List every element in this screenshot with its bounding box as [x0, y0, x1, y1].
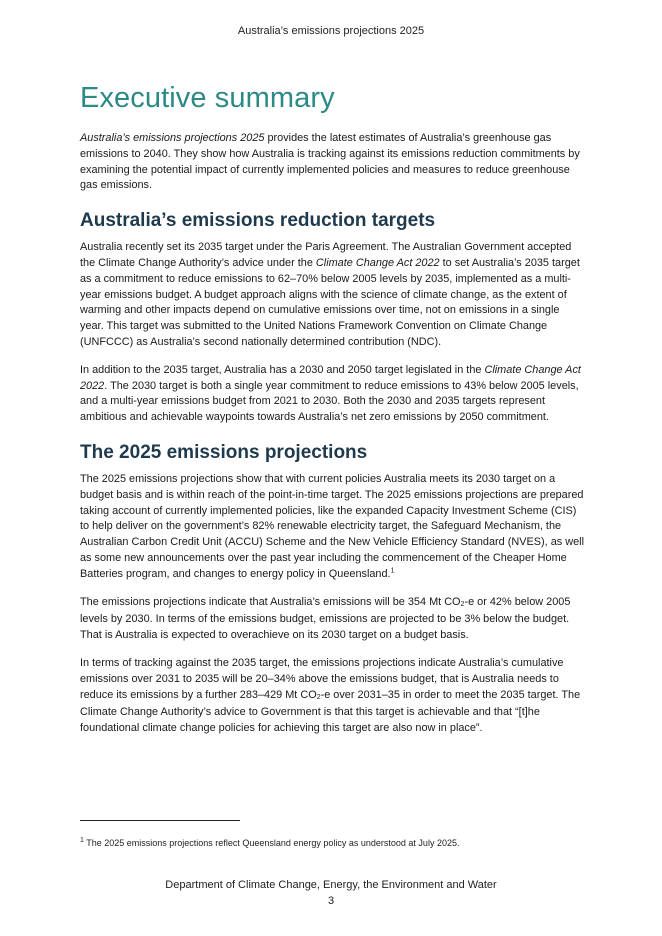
footnote-number: 1	[80, 837, 84, 844]
projections-p2-text-b: -e or 42% below 2005 levels by 2030. In terms of the emissions budget, emissions are projected to be 3% below the budget. That is Australia is expected to overachieve on its 2030 target on a budget basis.	[80, 595, 571, 642]
section-heading-projections: The 2025 emissions projections	[80, 441, 368, 463]
section-projections	[80, 442, 584, 737]
intro-italic-lead: Australia’s emissions projections 2025	[80, 132, 265, 144]
projections-paragraph-2	[80, 595, 584, 644]
footnote-text: The 2025 emissions projections reflect Queensland energy policy as understood at July 2025.	[83, 838, 460, 848]
projections-p3-text-b: -e over 2031–35 in order to meet the 2035 target. The Climate Change Authority’s advice to Government is that this target is achievable and that “[t]he foundational climate change policies for achieving this target are also now in place”.	[80, 688, 581, 735]
page-title: Executive summary	[80, 82, 335, 114]
footnote-ref[interactable]: 1	[390, 567, 395, 575]
main-content	[80, 82, 584, 749]
section-targets	[80, 210, 584, 426]
projections-p2-text-a: The emissions projections indicate that Australia’s emissions will be 354 Mt CO	[80, 595, 461, 608]
page-number: 3	[327, 895, 335, 907]
footnote	[80, 838, 584, 848]
climate-change-act-ref: Climate Change Act 2022	[315, 256, 440, 269]
projections-paragraph-3	[80, 656, 584, 737]
co2-subscript: 2	[460, 600, 465, 608]
footer-department: Department of Climate Change, Energy, the Environment and Water	[165, 879, 497, 891]
section-heading-targets: Australia’s emissions reduction targets	[80, 210, 436, 232]
targets-p1-text-a: Australia recently set its 2035 target under the Paris Agreement. The Australian Government accepted the Climate Change Authority’s advice under the	[80, 241, 572, 269]
intro-paragraph	[80, 131, 584, 194]
projections-p1-text: The 2025 emissions projections show that with current policies Australia meets its 2030 target on a budget basis and is within reach of the point-in-time target. The 2025 emissions projections are prepared taking account of currently implemented policies, like the expanded Capacity Investment Scheme (CIS) to help deliver on the government’s 82% renewable electricity target, the Safeguard Mechanism, the Australian Carbon Credit Unit (ACCU) Scheme and the New Vehicle Efficiency Standard (NVES), as well as some new announcements over the past year including the commencement of the Cheaper Home Batteries program, and changes to energy policy in Queensland.	[80, 472, 585, 580]
targets-paragraph-2	[80, 363, 584, 426]
co2-subscript: 2	[316, 693, 321, 701]
intro-text: provides the latest estimates of Australia’s greenhouse gas emissions to 2040. They show how Australia is tracking against its emissions reduction commitments by examining the potential impact of currently implemented policies and measures to reduce greenhouse gas emissions.	[80, 132, 580, 192]
footnote-divider	[80, 820, 240, 821]
targets-paragraph-1	[80, 240, 584, 351]
climate-change-act-ref: Climate Change Act 2022	[80, 363, 581, 392]
targets-p2-text-a: In addition to the 2035 target, Australia has a 2030 and 2050 target legislated in the	[80, 363, 485, 376]
projections-paragraph-1	[80, 472, 584, 583]
targets-p1-text-b: to set Australia’s 2035 target as a commitment to reduce emissions to 62–70% below 2005 levels by 2035, implemented as a multi-year emissions budget. A budget approach aligns with the science of climate change, as the extent of warming and other impacts depend on cumulative emissions over time, not on emissions in a single year. This target was submitted to the United Nations Framework Convention on Climate Change (UNFCCC) as Australia’s second nationally determined contribution (NDC).	[80, 256, 580, 348]
projections-p3-text-a: In terms of tracking against the 2035 target, the emissions projections indicate Australia’s cumulative emissions over 2031 to 2035 will be 20–34% above the emissions budget, that is Australia needs to reduce its emissions by a further 283–429 Mt CO	[80, 656, 564, 701]
targets-p2-text-b: . The 2030 target is both a single year commitment to reduce emissions to 43% below 2005 levels, and a multi-year emissions budget from 2021 to 2030. Both the 2030 and 2035 targets represent ambitious and achievable waypoints towards Australia’s net zero emissions by 2050 commitment.	[80, 379, 579, 424]
running-header: Australia’s emissions projections 2025	[237, 25, 425, 37]
